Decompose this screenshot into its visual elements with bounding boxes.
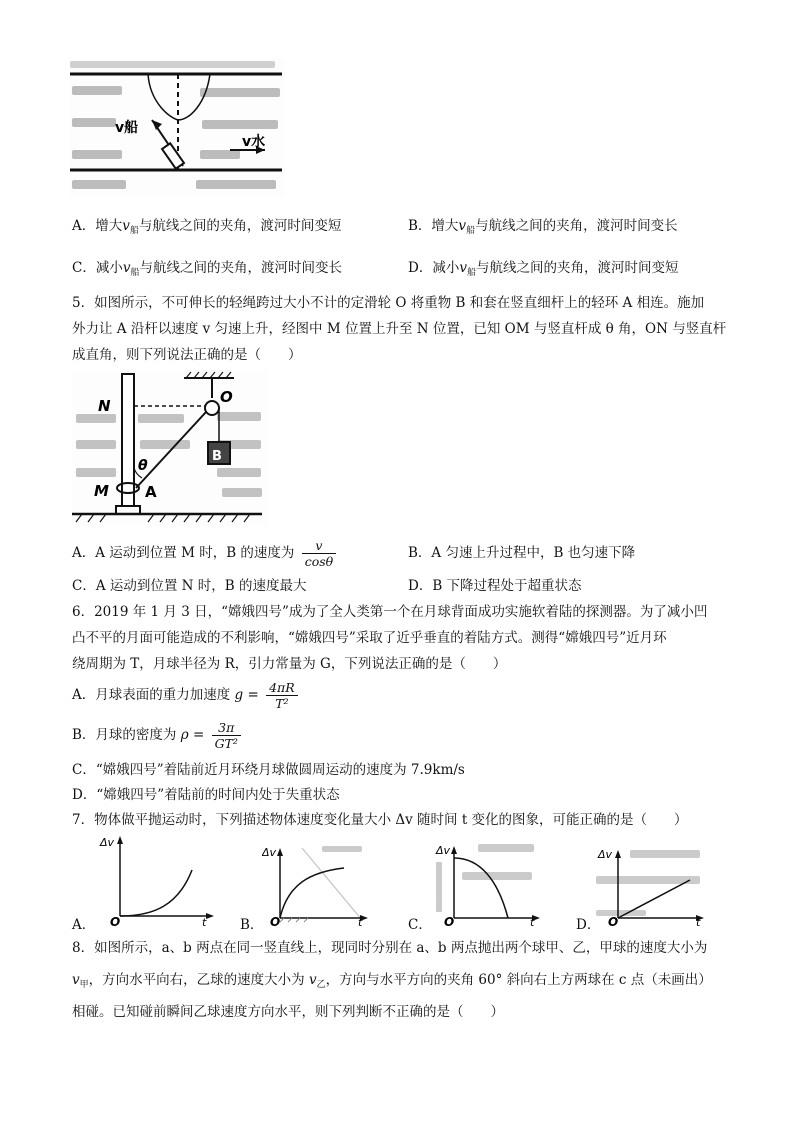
q7a-x-label: t	[202, 916, 207, 926]
q7-stem-line1: 7．物体做平抛运动时，下列描述物体速度变化量大小 Δv 随时间 t 变化的图象，可能正确的是（ ）	[72, 812, 688, 828]
q7c-y-label: Δv	[436, 844, 451, 857]
q6-stem-line1: 6．2019 年 1 月 3 日，“嫦娥四号”成为了全人类第一个在月球背面成功实施软着陆的探测器。为了减小凹	[72, 604, 708, 620]
q5-stem-line3: 成直角，则下列说法正确的是（ ）	[72, 347, 302, 363]
q7-option-d[interactable]: D．	[576, 917, 601, 933]
q7-graph-c	[432, 842, 542, 926]
point-n-label: N	[98, 397, 111, 415]
q8-stem-line3: 相碰。已知碰前瞬间乙球速度方向水平，则下列判断不正确的是（ ）	[72, 1004, 504, 1020]
q6-stem-line2: 凸不平的月面可能造成的不利影响，“嫦娥四号”采取了近乎垂直的着陆方式。测得“嫦娥四号”近月环	[72, 630, 667, 646]
q7-option-b[interactable]: B．	[240, 917, 264, 933]
q5-stem-line1: 5．如图所示，不可伸长的轻绳跨过大小不计的定滑轮 O 将重物 B 和套在竖直细杆上的轻环 A 相连。施加	[72, 295, 705, 311]
q7-graph-a	[98, 834, 218, 926]
q5-stem-line2: 外力让 A 沿杆以速度 v 匀速上升，经图中 M 位置上升至 N 位置，已知 OM 与竖直杆成 θ 角，ON 与竖直杆	[72, 321, 727, 337]
q7d-y-label: Δv	[598, 848, 613, 861]
q7a-y-label: Δv	[100, 836, 115, 849]
q7a-origin: O	[110, 915, 121, 926]
q4-option-c[interactable]: C．减小$v_船$与航线之间的夹角，渡河时间变长	[72, 260, 342, 278]
v-boat-label: v船	[115, 120, 139, 136]
q7c-x-label: t	[530, 916, 535, 926]
ring-a-label: A	[145, 483, 157, 501]
q4-option-a[interactable]: A．增大$v_船$与航线之间的夹角，渡河时间变短	[72, 218, 342, 236]
v-water-label: v水	[242, 134, 266, 150]
weight-b-label: B	[212, 449, 222, 464]
pulley-figure	[72, 370, 267, 525]
q7b-y-label: Δv	[262, 846, 277, 859]
q6-option-b[interactable]: B．月球的密度为 ρ = $\frac{3\pi}{\text{GT²}}$	[72, 720, 244, 751]
q7c-origin: O	[444, 915, 455, 926]
q7-graph-b	[262, 844, 372, 926]
point-o-label: O	[220, 388, 233, 406]
q5-option-b[interactable]: B．A 匀速上升过程中，B 也匀速下降	[408, 545, 636, 561]
theta-label: θ	[138, 458, 148, 474]
q5-option-d[interactable]: D．B 下降过程处于超重状态	[408, 578, 582, 594]
q7-option-a[interactable]: A．	[72, 917, 96, 933]
q7-graph-d	[596, 846, 708, 926]
q6-option-a[interactable]: A．月球表面的重力加速度 g = $\frac{4\pi R}{\text{T²}}$	[72, 680, 301, 711]
fraction-4piR-over-T2: $\frac{4\pi R}{\text{T²}}$	[266, 680, 298, 711]
q7d-origin: O	[608, 915, 619, 926]
river-crossing-figure	[70, 58, 285, 198]
q6-option-c[interactable]: C．“嫦娥四号”着陆前近月环绕月球做圆周运动的速度为 7.9km/s	[72, 762, 465, 778]
q8-stem-line1: 8．如图所示，a、b 两点在同一竖直线上，现同时分别在 a、b 两点抛出两个球甲、乙，甲球的速度大小为	[72, 940, 708, 956]
q7-option-c[interactable]: C．	[408, 917, 432, 933]
q7b-origin: O	[270, 915, 281, 926]
fraction-v-over-cos: $\frac{v}{\cos\theta}$	[302, 538, 336, 569]
fraction-3pi-over-GT2: $\frac{3\pi}{\text{GT²}}$	[212, 720, 241, 751]
q7b-x-label: t	[358, 916, 363, 926]
q7d-x-label: t	[696, 916, 701, 926]
point-m-label: M	[94, 482, 109, 500]
q5-option-a[interactable]: A．A 运动到位置 M 时，B 的速度为 $\frac{v}{\cos\theta}$	[72, 538, 339, 569]
q4-option-b[interactable]: B．增大$v_船$与航线之间的夹角，渡河时间变长	[408, 218, 678, 236]
q8-stem-line2: $v_甲$，方向水平向右，乙球的速度大小为 $v_乙$，方向与水平方向的夹角 60° 斜向右上方两球在 c 点（未画出）	[72, 972, 712, 990]
q6-option-d[interactable]: D．“嫦娥四号”着陆前的时间内处于失重状态	[72, 787, 340, 803]
q5-option-c[interactable]: C．A 运动到位置 N 时，B 的速度最大	[72, 578, 307, 594]
q4-option-d[interactable]: D．减小$v_船$与航线之间的夹角，渡河时间变短	[408, 260, 679, 278]
q6-stem-line3: 绕周期为 T，月球半径为 R，引力常量为 G，下列说法正确的是（ ）	[72, 656, 507, 672]
